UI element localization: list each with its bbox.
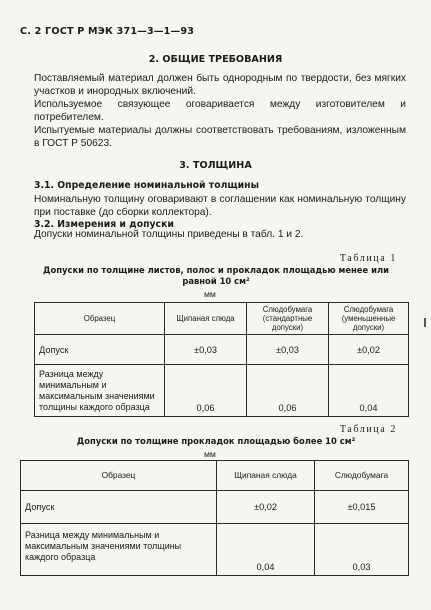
table-cell: Допуск (21, 491, 217, 524)
table-row (21, 524, 409, 576)
table-cell: ±0,03 (165, 335, 247, 365)
table-2-header-cell: Щипаная слюда (217, 461, 315, 491)
table-cell: ±0,015 (315, 491, 409, 524)
table-cell: 0,04 (329, 365, 409, 417)
section-2-title: 2. ОБЩИЕ ТРЕБОВАНИЯ (148, 54, 283, 65)
table-2-header-cell: Образец (21, 461, 217, 491)
subsection-3-2-title: 3.2. Измерения и допуски (34, 219, 174, 230)
table-1-header-cell: Щипаная слюда (165, 303, 247, 335)
table-cell: 0,03 (315, 524, 409, 576)
table-cell: ±0,02 (329, 335, 409, 365)
subsection-3-1-paragraph: Номинальную толщину оговаривают в соглашении как номинальную толщину при поставке (до сборки коллектора). (34, 194, 406, 218)
table-1-header-cell: Слюдобумага (уменьшенные допуски) (329, 303, 409, 335)
table-2-unit: мм (204, 449, 216, 459)
section-2-paragraph-3: Испытуемые материалы должны соответствовать требованиям, изложенным в ГОСТ Р 50623. (34, 125, 406, 149)
section-2-paragraph-2: Используемое связующее оговаривается между изготовителем и потребителем. (34, 99, 406, 123)
table-1-header-row (35, 303, 409, 335)
table-cell: 0,04 (217, 524, 315, 576)
table-cell: 0,06 (247, 365, 329, 417)
subsection-3-1-title: 3.1. Определение номинальной толщины (34, 180, 260, 191)
table-2-header-row (21, 461, 409, 491)
section-2-paragraph-1: Поставляемый материал должен быть однородным по твердости, без мягких участков и инородных включений. (34, 73, 406, 97)
table-2-caption: Таблица 2 (339, 424, 397, 435)
section-3-title: 3. ТОЛЩИНА (179, 160, 252, 171)
table-2 (20, 460, 409, 576)
table-cell: 0,06 (165, 365, 247, 417)
page-header: С. 2 ГОСТ Р МЭК 371—3—1—93 (20, 26, 195, 37)
table-1 (34, 302, 409, 417)
table-2-header-cell: Слюдобумага (315, 461, 409, 491)
table-cell: ±0,02 (217, 491, 315, 524)
table-1-header-cell: Слюдобумага (стандартные допуски) (247, 303, 329, 335)
table-2-title: Допуски по толщине прокладок площадью более 10 см² (76, 436, 356, 446)
table-row (21, 491, 409, 524)
table-cell: Разница между минимальным и максимальным значениями толщины каждого образца (35, 365, 165, 417)
margin-mark (424, 318, 426, 327)
subsection-3-2-paragraph: Допуски номинальной толщины приведены в табл. 1 и 2. (34, 229, 304, 240)
table-1-caption: Таблица 1 (339, 253, 397, 264)
table-1-title: Допуски по толщине листов, полос и прокладок площадью менее или равной 10 см² (43, 265, 389, 286)
table-row (35, 365, 409, 417)
table-cell: Допуск (35, 335, 165, 365)
table-cell: Разница между минимальным и максимальным значениями толщины каждого образца (21, 524, 217, 576)
table-1-unit: мм (204, 289, 216, 299)
table-1-header-cell: Образец (35, 303, 165, 335)
table-row (35, 335, 409, 365)
table-cell: ±0,03 (247, 335, 329, 365)
